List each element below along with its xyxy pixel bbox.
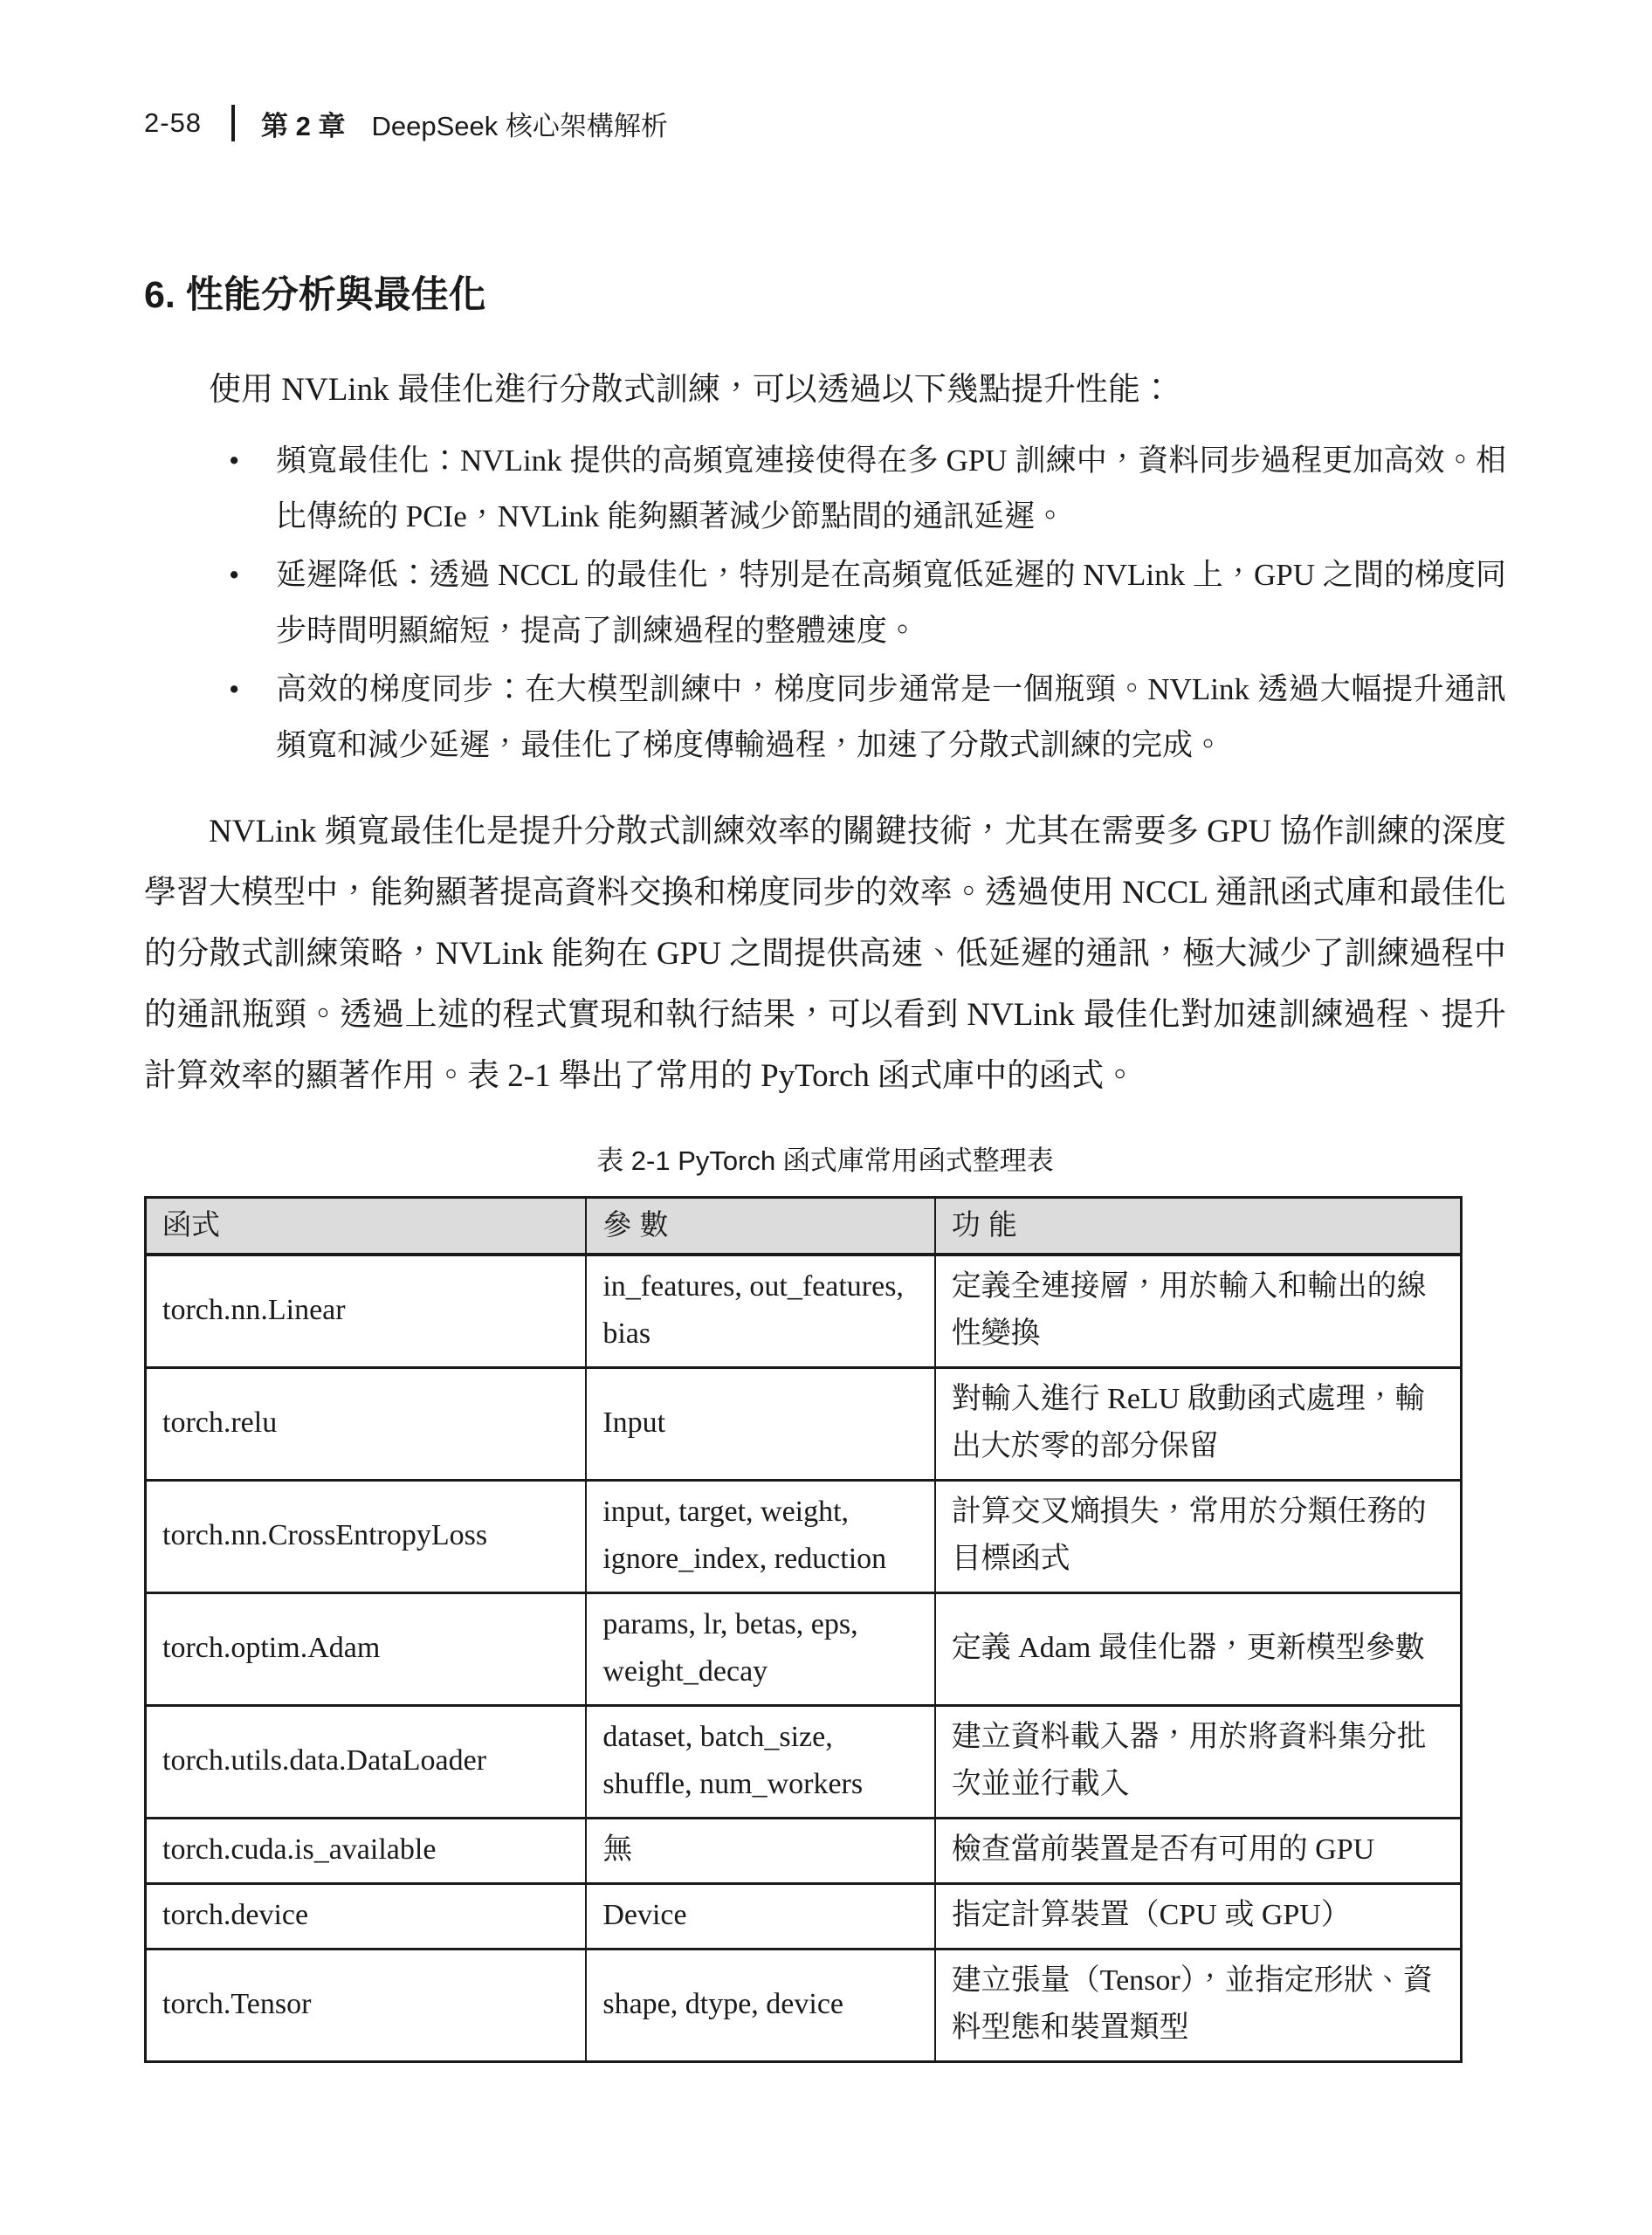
function-cell: torch.optim.Adam <box>146 1593 587 1706</box>
pytorch-function-table <box>144 1196 1463 2063</box>
function-cell: torch.nn.Linear <box>146 1255 587 1368</box>
header-divider-bar <box>231 105 235 141</box>
function-cell: torch.cuda.is_available <box>146 1819 587 1884</box>
description-cell: 建立資料載入器，用於將資料集分批次並並行載入 <box>935 1706 1462 1819</box>
function-cell: torch.utils.data.DataLoader <box>146 1706 587 1819</box>
params-cell: in_features, out_features, bias <box>586 1255 934 1368</box>
chapter-title: DeepSeek 核心架構解析 <box>371 110 668 141</box>
bullet-text: 延遲降低：透過 NCCL 的最佳化，特別是在高頻寬低延遲的 NVLink 上，GPU 之間的梯度同步時間明顯縮短，提高了訓練過程的整體速度。 <box>276 558 1506 648</box>
table-row <box>146 1950 1462 2062</box>
column-header-purpose: 功 能 <box>935 1198 1462 1255</box>
bullet-icon: • <box>229 672 240 706</box>
params-cell: dataset, batch_size, shuffle, num_workers <box>586 1706 934 1819</box>
bullet-item <box>229 662 1506 774</box>
table-row <box>146 1706 1462 1819</box>
intro-sentence: 使用 NVLink 最佳化進行分散式訓練，可以透過以下幾點提升性能： <box>209 372 1173 408</box>
table-row <box>146 1481 1462 1593</box>
bullet-item <box>229 433 1506 545</box>
table-row <box>146 1368 1462 1481</box>
running-header <box>144 103 1506 143</box>
chapter-label: 第 2 章 <box>261 110 346 141</box>
description-cell: 定義全連接層，用於輸入和輸出的線性變換 <box>935 1255 1462 1368</box>
description-cell: 計算交叉熵損失，常用於分類任務的目標函式 <box>935 1481 1462 1593</box>
column-header-function: 函式 <box>146 1198 587 1255</box>
bullet-icon: • <box>229 558 240 592</box>
params-cell: Device <box>586 1884 934 1950</box>
bullet-list <box>144 433 1506 774</box>
column-header-params: 參 數 <box>586 1198 934 1255</box>
function-cell: torch.device <box>146 1884 587 1950</box>
params-cell: 無 <box>586 1819 934 1884</box>
body-paragraph: NVLink 頻寬最佳化是提升分散式訓練效率的關鍵技術，尤其在需要多 GPU 協作訓練的深度學習大模型中，能夠顯著提高資料交換和梯度同步的效率。透過使用 NCCL 通訊函式庫和最佳化的分散式訓練策略，NVLink 能夠在 GPU 之間提供高速、低延遲的通訊，極大減少了訓練過程中的通訊瓶頸。透過上述的程式實現和執行結果，可以看到 NVLink 最佳化對加速訓練過程、提升計算效率的顯著作用。表 2-1 舉出了常用的 PyTorch 函式庫中的函式。 <box>144 814 1506 1094</box>
description-cell: 對輸入進行 ReLU 啟動函式處理，輸出大於零的部分保留 <box>935 1368 1462 1481</box>
bullet-icon: • <box>229 444 240 478</box>
section-heading: 6. 性能分析與最佳化 <box>144 274 486 316</box>
params-cell: input, target, weight, ignore_index, reduction <box>586 1481 934 1593</box>
table-caption: 表 2-1 PyTorch 函式庫常用函式整理表 <box>596 1145 1054 1176</box>
function-cell: torch.relu <box>146 1368 587 1481</box>
bullet-item <box>229 547 1506 659</box>
description-cell: 建立張量（Tensor），並指定形狀、資料型態和裝置類型 <box>935 1950 1462 2062</box>
description-cell: 指定計算裝置（CPU 或 GPU） <box>935 1884 1462 1950</box>
bullet-text: 高效的梯度同步：在大模型訓練中，梯度同步通常是一個瓶頸。NVLink 透過大幅提升通訊頻寬和減少延遲，最佳化了梯度傳輸過程，加速了分散式訓練的完成。 <box>276 672 1506 762</box>
page-number: 2-58 <box>144 107 203 138</box>
page-body <box>144 272 1506 2063</box>
params-cell: params, lr, betas, eps, weight_decay <box>586 1593 934 1706</box>
params-cell: Input <box>586 1368 934 1481</box>
table-header-row <box>146 1198 1462 1255</box>
params-cell: shape, dtype, device <box>586 1950 934 2062</box>
table-row <box>146 1593 1462 1706</box>
bullet-text: 頻寬最佳化：NVLink 提供的高頻寬連接使得在多 GPU 訓練中，資料同步過程更加高效。相比傳統的 PCIe，NVLink 能夠顯著減少節點間的通訊延遲。 <box>276 444 1506 533</box>
description-cell: 檢查當前裝置是否有可用的 GPU <box>935 1819 1462 1884</box>
description-cell: 定義 Adam 最佳化器，更新模型參數 <box>935 1593 1462 1706</box>
table-row <box>146 1884 1462 1950</box>
function-cell: torch.nn.CrossEntropyLoss <box>146 1481 587 1593</box>
table-row <box>146 1819 1462 1884</box>
table-body <box>146 1255 1462 2062</box>
function-cell: torch.Tensor <box>146 1950 587 2062</box>
table-row <box>146 1255 1462 1368</box>
